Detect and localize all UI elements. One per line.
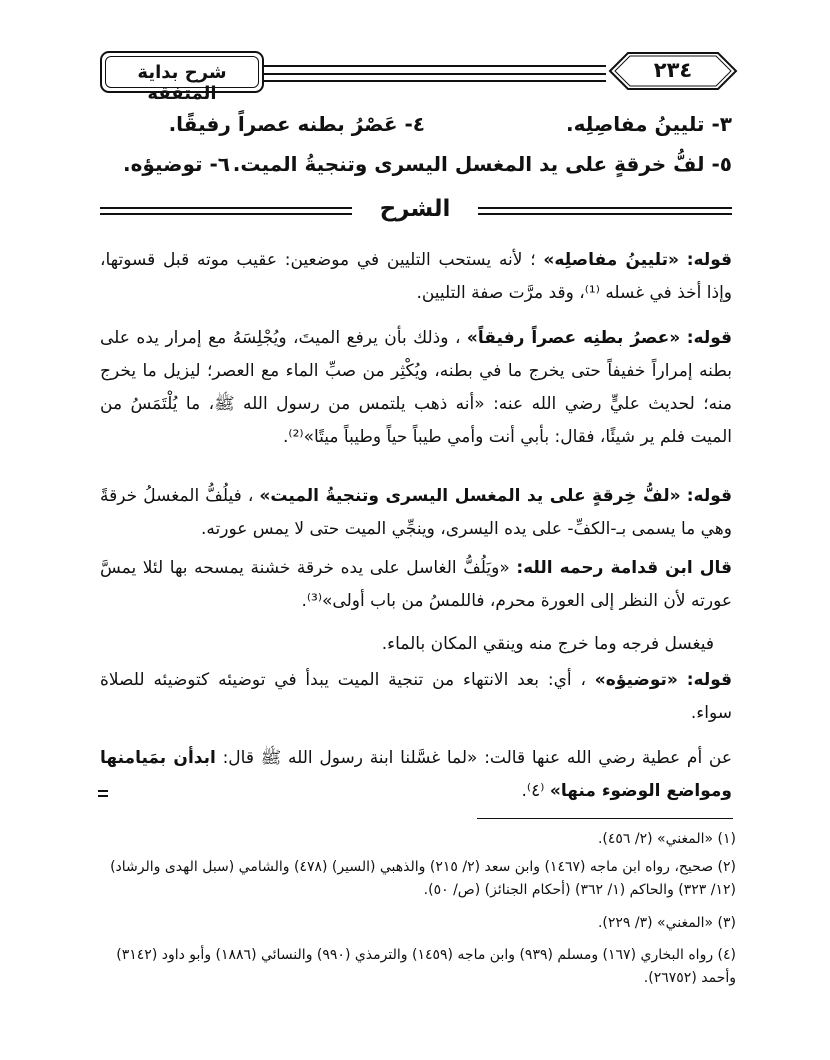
page-number: ٢٣٤ <box>653 58 693 82</box>
paragraph-1 <box>100 244 732 310</box>
footnote-2: (٢) صحيح، رواه ابن ماجه (١٤٦٧) وابن سعد (٢/ ٢١٥) والذهبي (السير) (٤٧٨) والشامي (سبل الهدى والرشاد) (١٢/ ٣٢٣) والحاكم (١/ ٣٦٢) (أحكام الجنائز) (ص/ ٥٠). <box>110 859 736 898</box>
paragraph-2 <box>100 322 732 454</box>
item-6: ٦- توضيؤه. <box>123 152 230 176</box>
item-3: ٣- تليينُ مفاصِلِه. <box>566 112 732 136</box>
paragraph-6 <box>100 664 732 730</box>
paragraph-text: «ويَلُفُّ الغاسل على يده خرقة خشنة يمسحه بها لئلا يمسَّ عورته لأن النظر إلى العورة محرم، فاللمسُ من باب أولى»⁽³⁾. <box>100 558 732 611</box>
footnote-ref: ⁽٤⁾. <box>521 781 545 801</box>
page-header <box>98 45 740 105</box>
quoted-term: «عصرُ بطنِه عصراً رفيقاً» <box>466 328 681 348</box>
header-rule <box>264 65 606 67</box>
paragraph-label: قوله: <box>686 486 733 506</box>
section-rule-left <box>100 213 352 215</box>
footnote-separator <box>477 818 733 819</box>
header-rule <box>264 80 606 82</box>
paragraph-7 <box>100 742 732 808</box>
item-4: ٤- عَصْرُ بطنه عصراً رفيقًا. <box>168 112 425 136</box>
paragraph-label: قوله: <box>686 670 733 690</box>
paragraph-label: قال ابن قدامة رحمه الله: <box>516 558 732 578</box>
paragraph-3 <box>100 480 732 546</box>
paragraph-text: ، فيلُفُّ المغسلُ خرقةً وهي ما يسمى بـ-الكفِّ- على يده اليسرى، وينجِّي الميت حتى لا يمس عورته. <box>100 486 732 539</box>
paragraph-label: قوله: <box>686 328 733 348</box>
footnote-1: (١) «المغني» (٢/ ٤٥٦). <box>597 831 736 847</box>
quoted-term: «توضيؤه» <box>594 670 678 690</box>
section-rule-right <box>478 207 732 209</box>
paragraph-text: ؛ لأنه يستحب التليين في موضعين: عقيب موته قبل قسوتها، وإذا أخذ في غسله ⁽¹⁾، وقد مرَّت صفة التليين. <box>100 250 732 303</box>
section-rule-right <box>478 213 732 215</box>
paragraph-label: قوله: <box>686 250 733 270</box>
section-rule-left <box>100 207 352 209</box>
header-rule <box>264 73 606 75</box>
paragraph-text: ، وذلك بأن يرفع الميتَ، ويُجْلِسَهُ مع إمرار يده على بطنه إمراراً خفيفاً حتى يخرج ما في بطنه، ويُكْثِر من صبِّ الماء مع العصر؛ ليزيل ما يخرج منه؛ لحديث عليٍّ رضي الله عنه: «أنه ذهب يلتمس من رسول الله ﷺ، ما يُلْتَمَسُ من الميت فلم ير شيئًا، فقال: بأبي أنت وأمي طيباً حياً وطيباً ميتًا»⁽²⁾. <box>100 328 732 447</box>
paragraph-4 <box>100 552 732 618</box>
section-title: الشرح <box>379 196 451 222</box>
footnote-3: (٣) «المغني» (٣/ ٢٢٩). <box>597 915 736 931</box>
quoted-hadith: ابدأن بمَيامنها ومواضع الوضوء منها» <box>100 748 732 801</box>
book-title-frame <box>100 51 264 104</box>
quoted-term: «تليينُ مفاصلِه» <box>543 250 679 270</box>
end-mark <box>98 790 108 798</box>
paragraph-text: فيغسل فرجه وما خرج منه وينقي المكان بالماء. <box>381 634 714 654</box>
paragraph-5 <box>100 628 732 661</box>
footnote-4: (٤) رواه البخاري (١٦٧) ومسلم (٩٣٩) وابن ماجه (١٤٥٩) والترمذي (٩٩٠) والنسائي (١٨٨٦) وأبو داود (٣١٤٢) وأحمد (٢٦٧٥٢). <box>116 947 736 986</box>
book-title: شرح بداية المتفقه <box>137 62 227 104</box>
paragraph-text: عن أم عطية رضي الله عنها قالت: «لما غسَّلنا ابنة رسول الله ﷺ قال: <box>222 748 732 768</box>
paragraph-text: ، أي: بعد الانتهاء من تنجية الميت يبدأ في توضيئه كتوضيئه للصلاة سواء. <box>100 670 732 723</box>
item-5: ٥- لفُّ خرقةٍ على يد المغسل اليسرى وتنجيةُ الميت. <box>232 152 732 176</box>
quoted-term: «لفُّ خِرقةٍ على يد المغسل اليسرى وتنجيةُ الميت» <box>259 486 681 506</box>
page-number-badge <box>606 49 740 93</box>
